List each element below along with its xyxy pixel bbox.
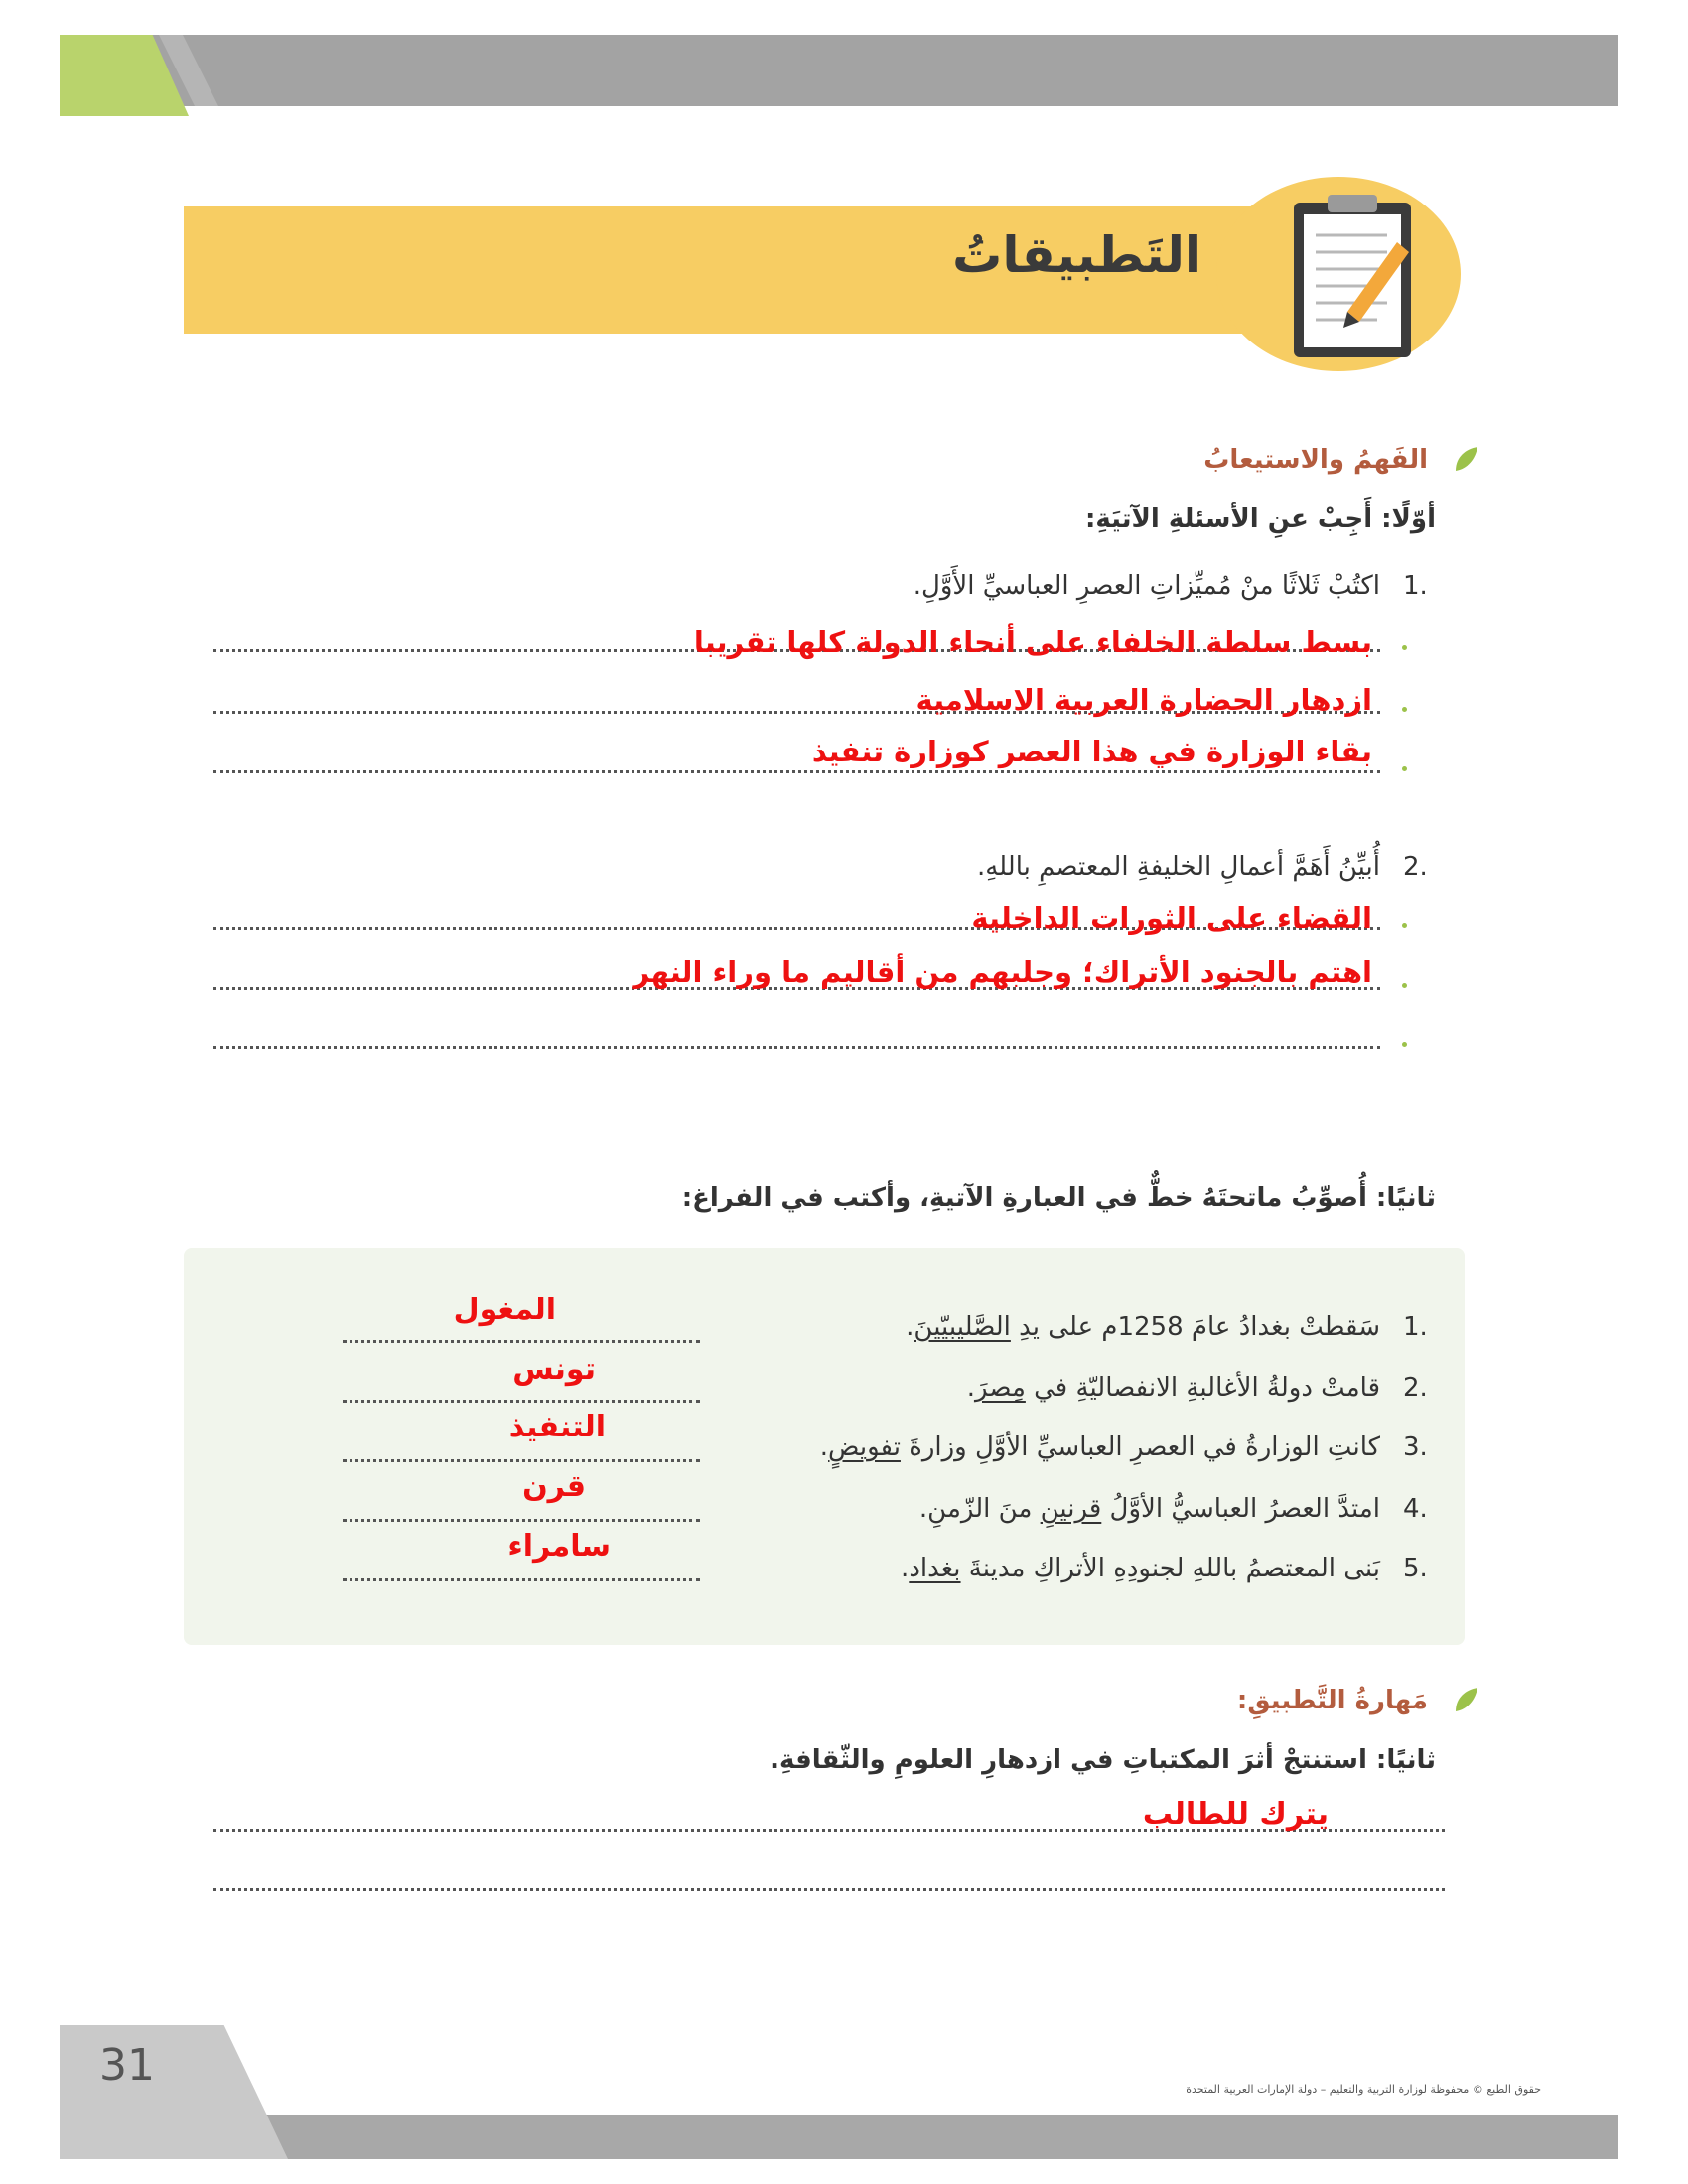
footer-bar [60, 2115, 1618, 2159]
item4-number: 4. [1403, 1494, 1428, 1524]
q2-answer-1: القضاء على الثورات الداخلية [971, 901, 1372, 935]
part1-heading: أوّلًا: أَجِبْ عنِ الأسئلةِ الآتيَةِ: [1084, 504, 1436, 534]
q2-text: أُبيِّنُ أَهَمَّ أعمالِ الخليفةِ المعتصمِ باللهِ. [976, 852, 1380, 882]
answer-line [213, 1046, 1380, 1049]
item3-answer: التنفيذ [508, 1410, 606, 1444]
bullet [1402, 1042, 1407, 1047]
header-bar [60, 35, 1618, 106]
item3-text: كانتِ الوزارةُ في العصرِ العباسيِّ الأوَّلِ وزارةَ تفويضٍ. [819, 1433, 1380, 1462]
item4-answer: قرن [522, 1469, 586, 1504]
section-heading-comprehension: الفَهمُ والاستيعابُ [1203, 445, 1428, 475]
bullet [1402, 766, 1407, 771]
item3-number: 3. [1403, 1433, 1428, 1462]
skill-answer: يترك للطالب [1142, 1797, 1329, 1832]
page-number: 31 [99, 2040, 155, 2091]
item5-underlined: بغداد [909, 1554, 961, 1583]
page-title: التَطبيقاتُ [952, 226, 1201, 284]
q1-answer-1: بسط سلطة الخلفاء على أنحاء الدولة كلها تقريبا [693, 625, 1372, 659]
leaf-icon [1452, 445, 1479, 473]
answer-line [343, 1578, 700, 1581]
answer-line [213, 770, 1380, 773]
answer-line [343, 1519, 700, 1522]
bullet [1402, 645, 1407, 650]
item5-answer: سامراء [507, 1529, 611, 1564]
bullet [1402, 707, 1407, 712]
item5-number: 5. [1403, 1554, 1428, 1583]
item1-number: 1. [1403, 1312, 1428, 1342]
item2-number: 2. [1403, 1373, 1428, 1403]
q1-answer-2: ازدهار الحضارة العربية الاسلامية [915, 683, 1372, 717]
q2-number: 2. [1403, 852, 1428, 882]
item2-text: قامتْ دولةُ الأغالبةِ الانفصاليّةِ في مِصرَ. [966, 1373, 1380, 1403]
section-heading-application: مَهارةُ التَّطبيقِ: [1236, 1686, 1428, 1715]
part2-heading: ثانيًا: أُصوِّبُ ماتحتَهُ خطٌّ في العبارةِ الآتيةِ، وأكتب في الفراغ: [681, 1183, 1436, 1213]
leaf-icon [1452, 1686, 1479, 1713]
item4-text: امتدَّ العصرُ العباسيُّ الأوَّلُ قرنينِ منَ الزّمنِ. [918, 1494, 1380, 1524]
answer-line [343, 1400, 700, 1403]
answer-line [343, 1340, 700, 1343]
q1-answer-3: بقاء الوزارة في هذا العصر كوزارة تنفيذ [811, 735, 1372, 768]
item2-answer: تونس [512, 1352, 596, 1387]
q2-answer-2: اهتم بالجنود الأتراك؛ وجلبهم من أقاليم ما وراء النهر [633, 955, 1372, 989]
item3-underlined: تفويضٍ [828, 1433, 901, 1462]
item1-answer: المغول [453, 1293, 556, 1327]
item5-text: بَنى المعتصمُ باللهِ لجنودِهِ الأتراكِ مدينةَ بغداد. [901, 1554, 1380, 1583]
answer-line [343, 1459, 700, 1462]
q1-text: اكتُبْ ثَلاثًا منْ مُميِّزاتِ العصرِ العباسيِّ الأَوَّلِ. [913, 571, 1380, 601]
item1-text: سَقطتْ بغدادُ عامَ 1258م على يدِ الصَّليبيّينَ. [906, 1312, 1380, 1342]
item2-underlined: مِصرَ [975, 1373, 1026, 1403]
clipboard-icon [1288, 191, 1417, 359]
answer-line [213, 1888, 1445, 1891]
q1-number: 1. [1403, 571, 1428, 601]
copyright-text: حقوق الطبع © محفوظة لوزارة التربية والتعليم – دولة الإمارات العربية المتحدة [1186, 2083, 1541, 2096]
footer-page-tab [60, 2025, 288, 2159]
item4-underlined: قرنينِ [1040, 1494, 1102, 1524]
item1-underlined: الصَّليبيّينَ [914, 1312, 1011, 1342]
skill-question: ثانيًا: استنتجْ أثرَ المكتباتِ في ازدهارِ العلومِ والثّقافةِ. [770, 1745, 1436, 1775]
bullet [1402, 983, 1407, 988]
bullet [1402, 923, 1407, 928]
